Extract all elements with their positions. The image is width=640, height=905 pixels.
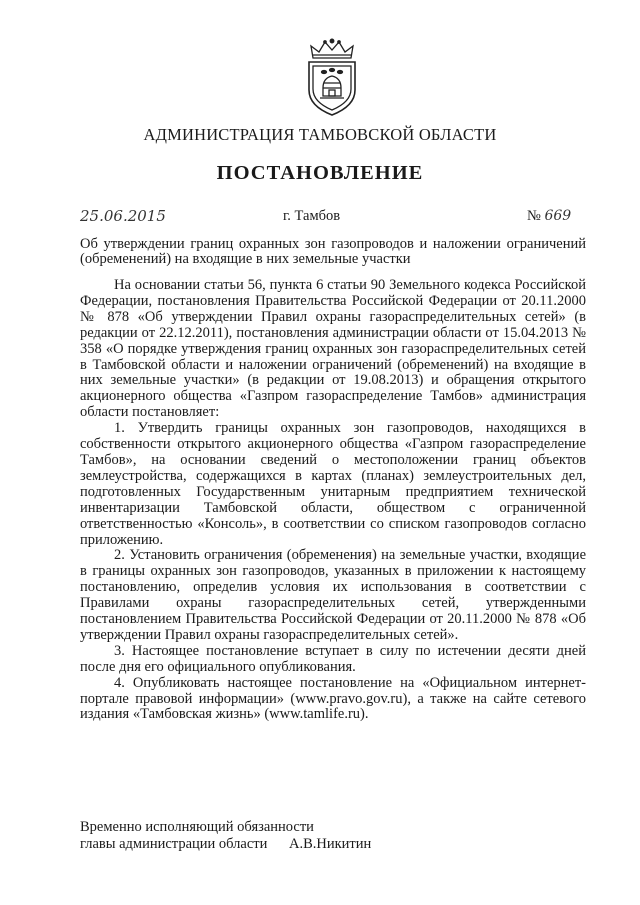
item-paragraph-4: 4. Опубликовать настоящее постановление на «Официальном интернет-портале правовой информации» (www.pravo.gov.ru), а также на сайте сетевого издания «Тамбовская жизнь» (www.tamlife.ru). [80, 674, 586, 723]
document-type-title: ПОСТАНОВЛЕНИЕ [216, 162, 424, 184]
document-city: г. Тамбов [283, 208, 341, 224]
preamble-paragraph: На основании статьи 56, пункта 6 статьи 90 Земельного кодекса Российской Федерации, постановления Правительства Российской Федерации от 20.11.2000 № 878 «Об утверждении Правил охраны газораспределительных сетей» (в редакции от 22.12.2011), постановления администрации области от 15.04.2013 № 358 «О порядке утверждения границ охранных зон газораспределительных сетей в Тамбовской области и наложении ограничений (обременений) на входящие в них земельные участки» (в редакции от 19.08.2013) и обращения открытого акционерного общества «Газпром газораспределение Тамбов» администрация области постановляет: [80, 277, 586, 421]
item-paragraph-1: 1. Утвердить границы охранных зон газопроводов, находящихся в собственности открытого акционерного общества «Газпром газораспределение Тамбов», на основании сведений о местоположении границ объектов землеустройства, содержащихся в картах (планах) землеустроительных дел, подготовленных Государственным унитарным предприятием технической инвентаризации Тамбовской области, обществом с ограниченной ответственностью «Консоль», в соответствии со списком газопроводов согласно приложению. [80, 420, 586, 548]
signatory-name: А.В.Никитин [289, 836, 372, 852]
signature-title-line1: Временно исполняющий обязанности [80, 819, 314, 835]
item-paragraph-3: 3. Настоящее постановление вступает в силу по истечении десяти дней после дня его официального опубликования. [80, 642, 586, 675]
document-subject: Об утверждении границ охранных зон газопроводов и наложении ограничений (обременений) на входящие в них земельные участки [80, 236, 586, 267]
document-date: 25.06.2015 [80, 207, 166, 225]
signature-title-line2 [80, 836, 371, 853]
coat-of-arms-emblem [299, 38, 365, 118]
document-number [527, 208, 571, 225]
number-value: 669 [544, 208, 572, 224]
signature-block [80, 819, 371, 853]
document-body [80, 278, 586, 723]
organization-name: АДМИНИСТРАЦИЯ ТАМБОВСКОЙ ОБЛАСТИ [143, 125, 497, 144]
signature-position: главы администрации области [80, 836, 268, 852]
item-paragraph-2: 2. Установить ограничения (обременения) на земельные участки, входящие в границы охранных зон газопроводов, указанных в приложении к настоящему постановлению, определив условия их использования в соответствии с Правилами охраны газораспределительных сетей, утвержденными постановлением Правительства Российской Федерации от 20.11.2000 № 878 «Об утверждении Правил охраны газораспределительных сетей». [80, 547, 586, 643]
number-sign: № [527, 208, 541, 224]
